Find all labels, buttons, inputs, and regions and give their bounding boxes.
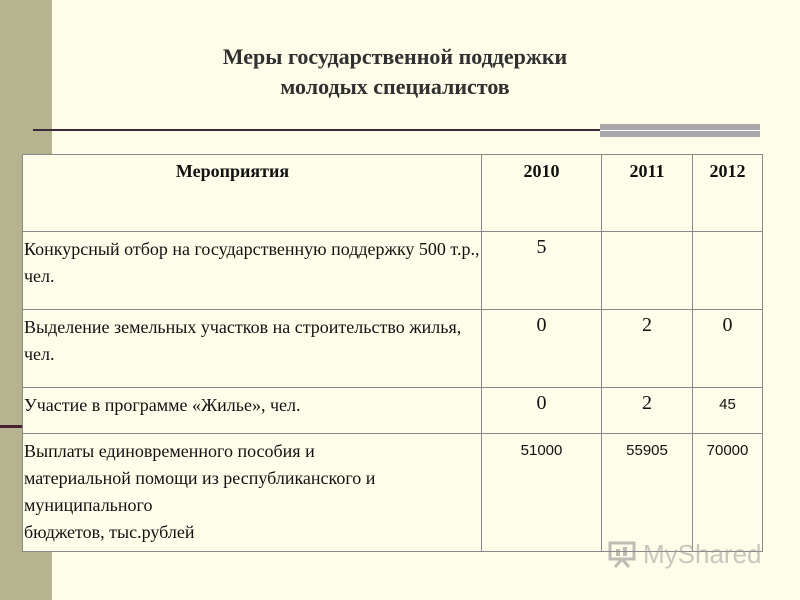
row-label-line: материальной помощи из республиканского и bbox=[24, 468, 376, 488]
cell-2011: 2 bbox=[602, 388, 693, 434]
row-label: Участие в программе «Жилье», чел. bbox=[23, 388, 482, 434]
cell-2010: 0 bbox=[482, 310, 602, 388]
cell-2012: 45 bbox=[693, 388, 763, 434]
watermark bbox=[607, 538, 762, 570]
watermark-text: MyShared bbox=[643, 538, 762, 569]
divider-accent-line bbox=[600, 130, 760, 131]
cell-2011 bbox=[602, 232, 693, 310]
row-label bbox=[23, 434, 482, 552]
table-row bbox=[23, 434, 763, 552]
cell-2010: 5 bbox=[482, 232, 602, 310]
title-divider bbox=[33, 129, 600, 131]
table-header-row bbox=[23, 155, 763, 232]
header-2011: 2011 bbox=[602, 155, 693, 232]
header-2010: 2010 bbox=[482, 155, 602, 232]
support-measures-table bbox=[22, 154, 763, 552]
row-label-line: бюджетов, тыс.рублей bbox=[24, 522, 195, 542]
cell-2011: 2 bbox=[602, 310, 693, 388]
row-label: Конкурсный отбор на государственную поддержку 500 т.р., чел. bbox=[23, 232, 482, 310]
row-label: Выделение земельных участков на строительство жилья, чел. bbox=[23, 310, 482, 388]
title-line-1: Меры государственной поддержки bbox=[222, 44, 568, 69]
cell-2012: 70000 bbox=[693, 434, 763, 552]
cell-2010: 51000 bbox=[482, 434, 602, 552]
cell-2011: 55905 bbox=[602, 434, 693, 552]
cell-2010: 0 bbox=[482, 388, 602, 434]
row-label-line: муниципального bbox=[24, 495, 153, 515]
table-row bbox=[23, 310, 763, 388]
header-2012: 2012 bbox=[693, 155, 763, 232]
table-row bbox=[23, 388, 763, 434]
presentation-icon bbox=[607, 540, 637, 568]
cell-2012 bbox=[693, 232, 763, 310]
slide-title bbox=[95, 42, 695, 102]
title-line-2: молодых специалистов bbox=[280, 74, 510, 99]
table-row bbox=[23, 232, 763, 310]
cell-2012: 0 bbox=[693, 310, 763, 388]
row-label-line: Выплаты единовременного пособия и bbox=[24, 441, 315, 461]
header-measures: Мероприятия bbox=[23, 155, 482, 232]
